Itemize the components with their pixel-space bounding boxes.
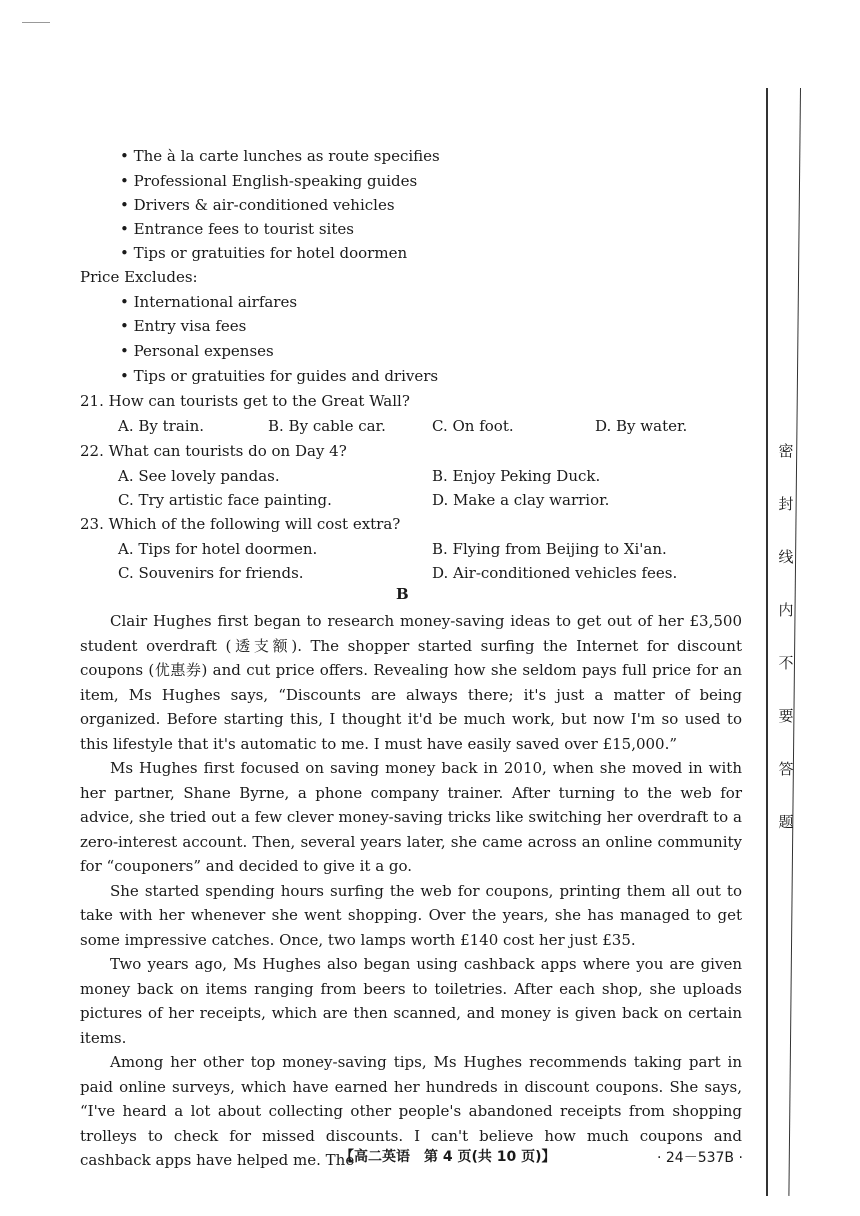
seal-char: 要 — [778, 707, 794, 725]
paragraph: Two years ago, Ms Hughes also began using cashback apps where you are given money back on items ranging from beers to toiletries. After each shop, she uploads pictures of her receipts, which are then scanned, and money is given back on certain items. — [80, 955, 742, 1047]
question-22-stem: 22. What can tourists do on Day 4? — [80, 442, 347, 460]
seal-char: 线 — [778, 548, 794, 566]
q21-option-a: A. By train. — [118, 417, 205, 435]
seal-line-right — [788, 88, 801, 1196]
exclude-item: • Tips or gratuities for guides and drivers — [120, 367, 439, 385]
question-23-stem: 23. Which of the following will cost extra? — [80, 515, 401, 533]
paragraph: She started spending hours surfing the web for coupons, printing them all out to take with her whenever she went shopping. Over the years, she has managed to get some impressive catches. Once, two lamps worth £140 cost her just £35. — [80, 881, 742, 949]
seal-char: 答 — [778, 760, 794, 778]
include-item: • Professional English-speaking guides — [120, 172, 418, 190]
paper-code: · 24－537B · — [657, 1150, 743, 1166]
include-item: • Drivers & air-conditioned vehicles — [120, 196, 395, 214]
paragraph: Among her other top money-saving tips, Ms Hughes recommends taking part in paid online surveys, which have earned her hundreds in discount coupons. She says, “I've heard a lot about collecting other people's abandoned receipts from shopping trolleys to check for missed discounts. I can't believe how much coupons and cashback apps have helped me. The — [80, 1053, 742, 1169]
seal-line-left — [766, 88, 768, 1196]
seal-char: 封 — [778, 495, 794, 513]
q22-option-d: D. Make a clay warrior. — [432, 491, 610, 509]
q22-option-a: A. See lovely pandas. — [118, 467, 280, 485]
q22-option-b: B. Enjoy Peking Duck. — [432, 467, 601, 485]
seal-char: 题 — [778, 813, 794, 831]
q23-option-c: C. Souvenirs for friends. — [118, 564, 304, 582]
exclude-item: • Personal expenses — [120, 342, 274, 360]
seal-char: 内 — [778, 601, 794, 619]
include-item: • Tips or gratuities for hotel doormen — [120, 244, 408, 262]
seal-char: 密 — [778, 442, 794, 460]
include-item: • The à la carte lunches as route specifies — [120, 147, 440, 165]
q23-option-b: B. Flying from Beijing to Xi'an. — [432, 540, 667, 558]
exclude-item: • International airfares — [120, 293, 298, 311]
paragraph: Ms Hughes first focused on saving money back in 2010, when she moved in with her partner, Shane Byrne, a phone company trainer. After turning to the web for advice, she tried out a few clever money-saving tricks like switching her overdraft to a zero-interest account. Then, several years later, she came across an online community for “couponers” and decided to give it a go. — [80, 759, 742, 875]
page-footer-label: 【高二英语 第 4 页(共 10 页)】 — [340, 1149, 556, 1165]
corner-mark — [22, 22, 50, 23]
exclude-item: • Entry visa fees — [120, 317, 247, 335]
q23-option-a: A. Tips for hotel doormen. — [118, 540, 318, 558]
q21-option-d: D. By water. — [595, 417, 688, 435]
section-label: B — [396, 585, 409, 603]
include-item: • Entrance fees to tourist sites — [120, 220, 354, 238]
q21-option-c: C. On foot. — [432, 417, 514, 435]
q23-option-d: D. Air-conditioned vehicles fees. — [432, 564, 678, 582]
q21-option-b: B. By cable car. — [268, 417, 386, 435]
paragraph: Clair Hughes first began to research money-saving ideas to get out of her £3,500 student overdraft (透支额). The shopper started surfing the Internet for discount coupons (优惠券) and cut price offers. Revealing how she seldom pays full price for an item, Ms Hughes says, “Discounts are always there; it's just a matter of being organized. Before starting this, I thought it'd be much work, but now I'm so used to this lifestyle that it's automatic to me. I must have easily saved over £15,000.” — [80, 612, 742, 753]
passage-b — [80, 609, 742, 1173]
excludes-heading: Price Excludes: — [80, 268, 198, 286]
q22-option-c: C. Try artistic face painting. — [118, 491, 332, 509]
question-21-stem: 21. How can tourists get to the Great Wall? — [80, 392, 410, 410]
seal-char: 不 — [778, 654, 794, 672]
